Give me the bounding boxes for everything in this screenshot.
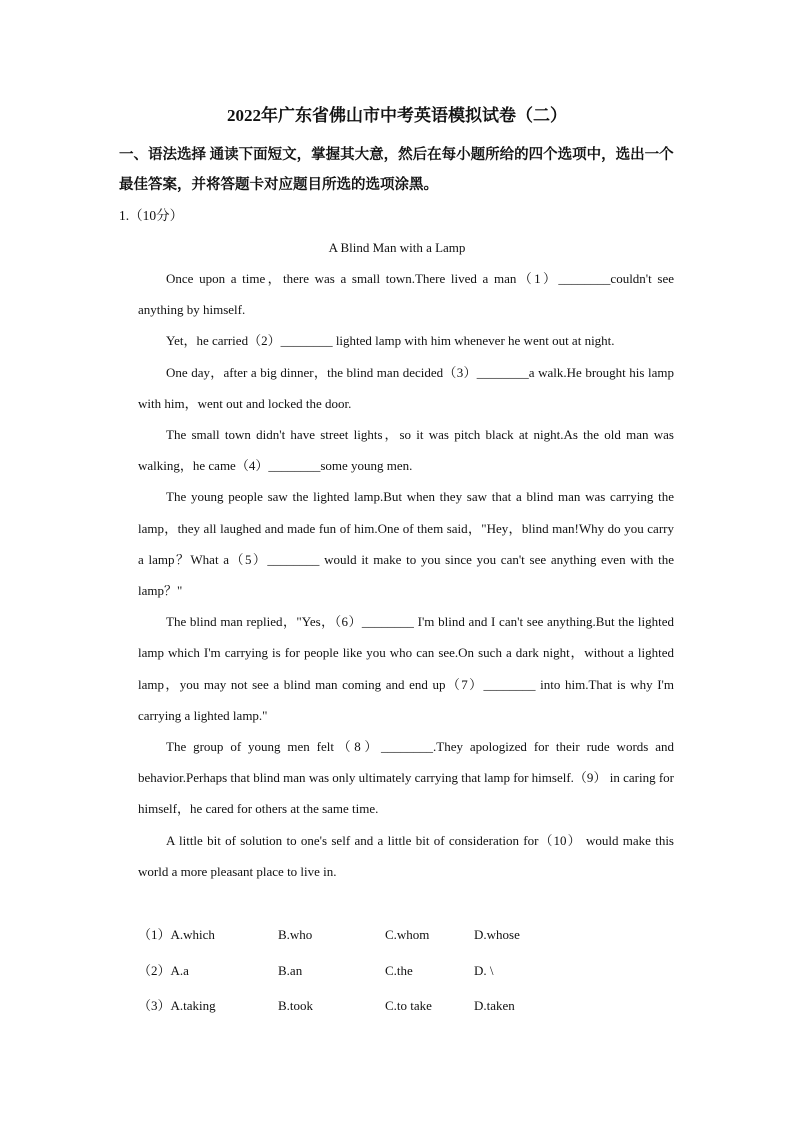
passage-paragraph: The group of young men felt（8）________.They apologized for their rude words and behavior.Perhaps that blind man was only ultimately carrying that lamp for himself.（9） in caring for himself，he cared for others at the same time. (138, 739, 674, 817)
option-b: B.an (278, 962, 303, 978)
option-b: B.took (278, 998, 314, 1013)
option-d: D.whose (474, 927, 520, 942)
option-a: （2）A.a (138, 962, 189, 978)
option-row (138, 992, 678, 1028)
passage-paragraph: The young people saw the lighted lamp.But when they saw that a blind man was carrying the lamp，they all laughed and made fun of him.One of them said，"Hey，blind man!Why do you carry a lamp？What a（5）________ would it make to you since you can't see anything even with the lamp？" (138, 489, 674, 599)
option-row (138, 921, 678, 957)
option-a: （3）A.taking (138, 998, 216, 1013)
passage-body (138, 263, 674, 887)
passage-paragraph: The blind man replied，"Yes，（6）________ I'm blind and I can't see anything.But the lighted lamp which I'm carrying is for people like you who can see.On such a dark night，without a lighted lamp，you may not see a blind man coming and end up（7）________ into him.That is why I'm carrying a lighted lamp." (138, 614, 674, 723)
passage-paragraph: Yet，he carried（2）________ lighted lamp with him whenever he went out at night. (166, 333, 615, 349)
passage-paragraph: The small town didn't have street lights，so it was pitch black at night.As the old man was walking，he came（4）________some young men. (138, 427, 674, 474)
question-number: 1.（10分） (119, 208, 184, 223)
passage-paragraph: Once upon a time，there was a small town.There lived a man（1）________couldn't see anything by himself. (138, 271, 674, 318)
passage-paragraph: One day，after a big dinner，the blind man decided（3）________a walk.He brought his lamp with him，went out and locked the door. (138, 364, 674, 411)
option-a: （1）A.which (138, 927, 215, 942)
answer-options (138, 921, 678, 1028)
option-c: C.the (385, 962, 413, 978)
option-row (138, 957, 678, 993)
page-title: 2022年广东省佛山市中考英语模拟试卷（二） (227, 106, 567, 125)
option-c: C.whom (385, 927, 430, 942)
option-d: D.taken (474, 998, 515, 1013)
passage-title: A Blind Man with a Lamp (328, 240, 466, 255)
option-d: D. \ (474, 962, 494, 978)
option-b: B.who (278, 927, 313, 942)
option-c: C.to take (385, 998, 432, 1013)
passage-paragraph: A little bit of solution to one's self and a little bit of consideration for（10） would make this world a more pleasant place to live in. (138, 832, 674, 879)
section-heading: 一、语法选择 通读下面短文，掌握其大意，然后在每小题所给的四个选项中，选出一个最佳答案，并将答题卡对应题目所选的选项涂黑。 (119, 147, 674, 193)
